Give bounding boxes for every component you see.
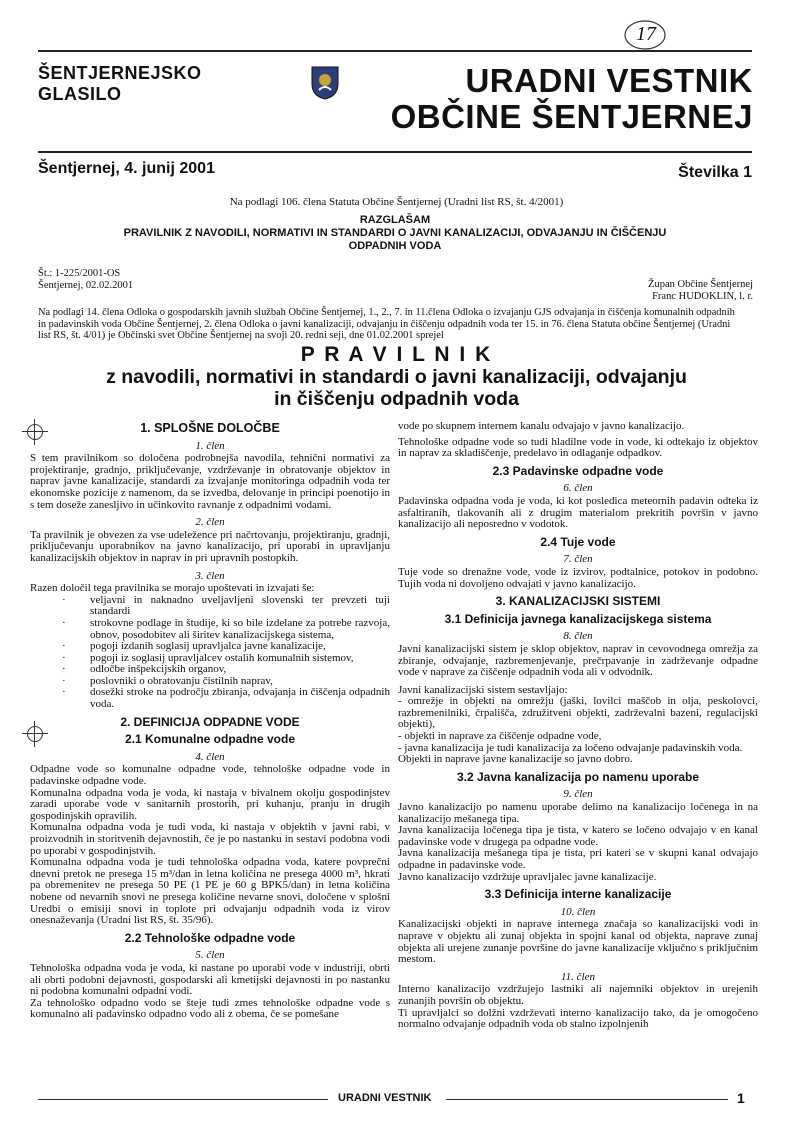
section-heading: 3. KANALIZACIJSKI SISTEMI bbox=[495, 594, 661, 609]
legal-basis-line: Na podlagi 14. člena Odloka o gospodarskih javnih službah Občine Šentjernej, 1., 2., 7. in 11.člena Odloka o izvajanju GJS odvajanja in čiščenja komunalnih odpadnih bbox=[38, 307, 735, 318]
section-heading: 1. SPLOŠNE DOLOČBE bbox=[140, 421, 280, 435]
article-text: Javna kanalizacija ločenega tipa je tista, v katero se ločeno odvajajo v en kanal padavinske vode v drugega pa odpadne vode. bbox=[398, 824, 758, 848]
list-item: · veljavni in naknadno uveljavljeni slovenski ter prevzeti tuji standardi bbox=[90, 595, 390, 618]
article-number: 11. člen bbox=[560, 970, 595, 983]
article-number: 5. člen bbox=[195, 949, 225, 962]
list-item: · odločbe inšpekcijskih organov, bbox=[90, 664, 390, 676]
reference-number: Št.: 1-225/2001-OS bbox=[38, 268, 121, 279]
article-text: Za tehnološko odpadno vodo se šteje tudi zmes tehnološke odpadne vode s komunalno ali padavinsko odpadno vodo ali z obema, če se pomešane bbox=[30, 996, 390, 1021]
article-text: Padavinska odpadna voda je voda, ki kot posledica meteornih padavin odteka iz asfaltiranih, tlakovanih ali z drugim materialom prekritih površin v javno kanalizacijo ali neposredno v vodotok. bbox=[398, 494, 758, 531]
list-item: · poslovniki o obratovanju čistilnih naprav, bbox=[90, 676, 390, 688]
preamble: Na podlagi 106. člena Statuta Občine Šentjernej (Uradni list RS, št. 4/2001) bbox=[229, 196, 564, 208]
document-title-sub-line2: in čiščenju odpadnih voda bbox=[274, 388, 519, 410]
issue-date: Šentjernej, 4. junij 2001 bbox=[38, 160, 215, 177]
article-text: Javni kanalizacijski sistem sestavljajo: bbox=[398, 683, 568, 696]
masthead-title-line1: URADNI VESTNIK bbox=[465, 62, 753, 99]
list-item: - omrežje in objekti na omrežju (jaški, lovilci maščob in olja, peskolovci, razbremenilniki, črpališča, združitveni objekti, zadrževalni bazeni, regulacijski objekti), bbox=[398, 695, 758, 731]
handwritten-number: 17 bbox=[636, 23, 656, 45]
article-text: Kanalizacijski objekti in naprave internega značaja so kanalizacijski vodi in naprave v objektu ali zunaj objekta in spojni kanal od objekta, naprave zunaj objekta ali urejene zunanje površine do javne kanalizacije vključno s priključnim mestom. bbox=[398, 918, 758, 966]
masthead-title bbox=[349, 63, 753, 135]
document-title-sub-line1: z navodili, normativi in standardi o javni kanalizaciji, odvajanju bbox=[106, 366, 687, 388]
article-text: Javna kanalizacija mešanega tipa je tista, pri kateri se v skupni kanal odvajajo odpadne in padavinske vode. bbox=[398, 847, 758, 871]
article-text: vode po skupnem internem kanalu odvajajo v javno kanalizacijo. bbox=[398, 420, 685, 432]
right-column bbox=[398, 419, 758, 1031]
article-text: Javni kanalizacijski sistem je sklop objektov, naprav in cevovodnega omrežja za zbiranje, odvajanje, razbremenjevanje, prečrpavanje in zadrževanje odpadne vode v naprave za čiščenje odpadnih voda ali v odvodnik. bbox=[398, 642, 758, 679]
subsection-heading: 3.1 Definicija javnega kanalizacijskega sistema bbox=[444, 611, 712, 626]
subsection-heading: 3.2 Javna kanalizacija po namenu uporabe bbox=[456, 769, 700, 784]
article-text: Javno kanalizacijo po namenu uporabe delimo na kanalizacijo ločenega in na kanalizacijo mešanega tipa. bbox=[398, 801, 758, 825]
subsection-heading: 3.3 Definicija interne kanalizacije bbox=[484, 887, 672, 902]
proclamation-title: RAZGLAŠAM bbox=[359, 214, 431, 226]
article-text: S tem pravilnikom so določena podrobnejša navodila, tehnični normativi za projektiranje, gradnjo, priključevanje, vzdrževanje in obratovanje objektov in naprav javne kanalizacije, standardi za izvajanje monitoringa odpadnih voda ter ekonomske pozicije z namenom, da se izvedba, delovanje in principi poenotijo in s tem doseže zanesljivo in učinkovito ravnanje z odpadnimi vodami. bbox=[30, 452, 390, 511]
reference-place-date: Šentjernej, 02.02.2001 bbox=[38, 279, 134, 291]
list-item: · strokovne podlage in študije, ki so bile izdelane za potrebe razvoja, obnov, posodobitev ali širitev kanalizacijskega sistema, bbox=[90, 618, 390, 641]
article-text: Razen določil tega pravilnika se morajo upoštevati in izvajati še: bbox=[30, 582, 315, 595]
masthead-rule bbox=[38, 151, 752, 153]
proclamation-subtitle-line2: ODPADNIH VODA bbox=[348, 240, 442, 252]
article-number: 8. člen bbox=[563, 630, 593, 643]
legal-basis-line: list RS, št. 4/01) je Občinski svet Občine Šentjernej na svoji 20. redni seji, dne 01.02.2001 sprejel bbox=[38, 330, 444, 342]
page-number: 1 bbox=[737, 1090, 745, 1106]
article-number: 9. člen bbox=[563, 788, 593, 801]
proclamation bbox=[38, 214, 752, 253]
list-item: · pogoji iz soglasij upravljalcev ostalih komunalnih sistemov, bbox=[90, 653, 390, 665]
footer-label: URADNI VESTNIK bbox=[338, 1092, 432, 1104]
legal-basis bbox=[38, 307, 752, 342]
article-text: Javno kanalizacijo vzdržuje upravljalec javne kanalizacije. bbox=[398, 870, 657, 883]
proclamation-subtitle-line1: PRAVILNIK Z NAVODILI, NORMATIVI IN STANDARDI O JAVNI KANALIZACIJI, ODVAJANJU IN ČIŠČENJU bbox=[123, 227, 667, 239]
footer-rule-right bbox=[446, 1099, 728, 1100]
article-number: 4. člen bbox=[195, 750, 225, 763]
issue-number: Številka 1 bbox=[678, 164, 752, 181]
masthead-left-line2: GLASILO bbox=[38, 84, 122, 104]
subsection-heading: 2.2 Tehnološke odpadne vode bbox=[124, 930, 296, 945]
municipal-coat-of-arms-icon bbox=[311, 66, 339, 105]
article-text: Interno kanalizacijo vzdržujejo lastniki ali najemniki objektov in urejenih zunanjih površin ob objektu. bbox=[398, 983, 758, 1007]
article-text: Tuje vode so drenažne vode, vode iz izvirov, podtalnice, potokov in podobno. Tujih voda ni dovoljeno odvajati v javno kanalizacijo. bbox=[398, 565, 758, 590]
article-text: Objekti in naprave javne kanalizacije so javno dobro. bbox=[398, 753, 633, 766]
masthead-left bbox=[38, 63, 202, 105]
list-item: · dosežki stroke na področju zbiranja, odvajanja in čiščenja odpadnih voda. bbox=[90, 687, 390, 710]
handwritten-page-mark bbox=[622, 18, 668, 52]
requirements-list bbox=[30, 595, 390, 711]
section-heading: 2. DEFINICIJA ODPADNE VODE bbox=[120, 714, 300, 729]
article-number: 6. člen bbox=[563, 482, 593, 495]
signature bbox=[560, 279, 753, 302]
article-number: 2. člen bbox=[195, 516, 225, 529]
document-title-main: P R A V I L N I K bbox=[300, 343, 493, 366]
subsection-heading: 2.4 Tuje vode bbox=[540, 534, 616, 549]
left-column bbox=[30, 419, 390, 1021]
article-number: 10. člen bbox=[560, 905, 596, 918]
signature-line1: Župan Občine Šentjernej bbox=[648, 279, 753, 290]
article-text: Komunalna odpadna voda je voda, ki nastaja v bivalnem okolju gospodinjstev zaradi uporabe vode v sanitarnih prostorih, pri kuhanju, pranju in drugih gospodinjskih opravilih. bbox=[30, 786, 390, 822]
article-text: Komunalna odpadna voda je tudi tehnološka odpadna voda, katere povprečni dnevni pretok ne presega 15 m³/dan in letna količina ne presega 4000 m³, hkrati pa obremenitev ne presega 50 PE (1 PE je 60 g BPK5/dan) in letna količina nobene od nevarnih snovi ne presega količine nevarne snovi, določene v splošni Uredbi o emisiji snovi in toplote pri odvajanju odpadnih voda iz virov onesnaževanja (Uradni list RS, št. 35/96). bbox=[30, 856, 390, 927]
article-number: 3. člen bbox=[195, 569, 225, 582]
list-item: · pogoji izdanih soglasij upravljalca javne kanalizacije, bbox=[90, 641, 390, 653]
list-item: - objekti in naprave za čiščenje odpadne vode, bbox=[398, 730, 602, 743]
article-number: 7. člen bbox=[563, 553, 593, 566]
article-text: Odpadne vode so komunalne odpadne vode, tehnološke odpadne vode in padavinske odpadne vode. bbox=[30, 763, 390, 788]
footer-rule-left bbox=[38, 1099, 328, 1100]
article-number: 1. člen bbox=[195, 439, 225, 452]
article-text: Ta pravilnik je obvezen za vse udeležence pri načrtovanju, projektiranju, gradnji, priključevanju uporabnikov na javno kanalizacijo, pri uporabi in upravljanju kanalizacijskih objektov in naprav in pri upravnih postopkih. bbox=[30, 528, 390, 564]
top-rule bbox=[38, 50, 752, 52]
list-item: - javna kanalizacija je tudi kanalizacija za ločeno odvajanje padavinskih voda. bbox=[398, 741, 743, 754]
subsection-heading: 2.3 Padavinske odpadne vode bbox=[492, 463, 664, 478]
signature-line2: Franc HUDOKLIN, l. r. bbox=[652, 290, 753, 302]
article-text: Tehnološke odpadne vode so tudi hladilne vode in vode, ki odtekajo iz objektov in naprav za skladiščenje, predelavo in odlaganje odpadkov. bbox=[398, 435, 758, 460]
article-text: Komunalna odpadna voda je tudi voda, ki nastaja v objektih v javni rabi, v proizvodnih in storitvenih dejavnostih, če je po nastanku in sestavi podobna vodi po uporabi v gospodinjstvih. bbox=[30, 821, 390, 857]
masthead-left-line1: ŠENTJERNEJSKO bbox=[38, 63, 202, 83]
document-title bbox=[20, 343, 773, 410]
masthead-title-line2: OBČINE ŠENTJERNEJ bbox=[390, 98, 753, 135]
article-text: Tehnološka odpadna voda je voda, ki nastane po uporabi vode v industriji, obrti ali obrti podobni dejavnosti, gospodarski ali kmetijski dejavnosti in po nastanku ni podobna komunalni odpadni vodi. bbox=[30, 961, 390, 998]
subsection-heading: 2.1 Komunalne odpadne vode bbox=[124, 732, 296, 747]
article-text: Ti upravljalci so dolžni vzdrževati interno kanalizacijo tako, da je omogočeno normalno odvajanje odpadnih voda ob stalno izpolnjenih bbox=[398, 1006, 758, 1031]
legal-basis-line: in padavinskih voda Občine Šentjernej, 2. člena Odloka o javni kanalizaciji, odvajanju in čiščenju odpadnih voda ter 15. in 76. člena Statuta občine Šentjernej (Uradni bbox=[38, 318, 731, 330]
reference bbox=[38, 268, 133, 291]
